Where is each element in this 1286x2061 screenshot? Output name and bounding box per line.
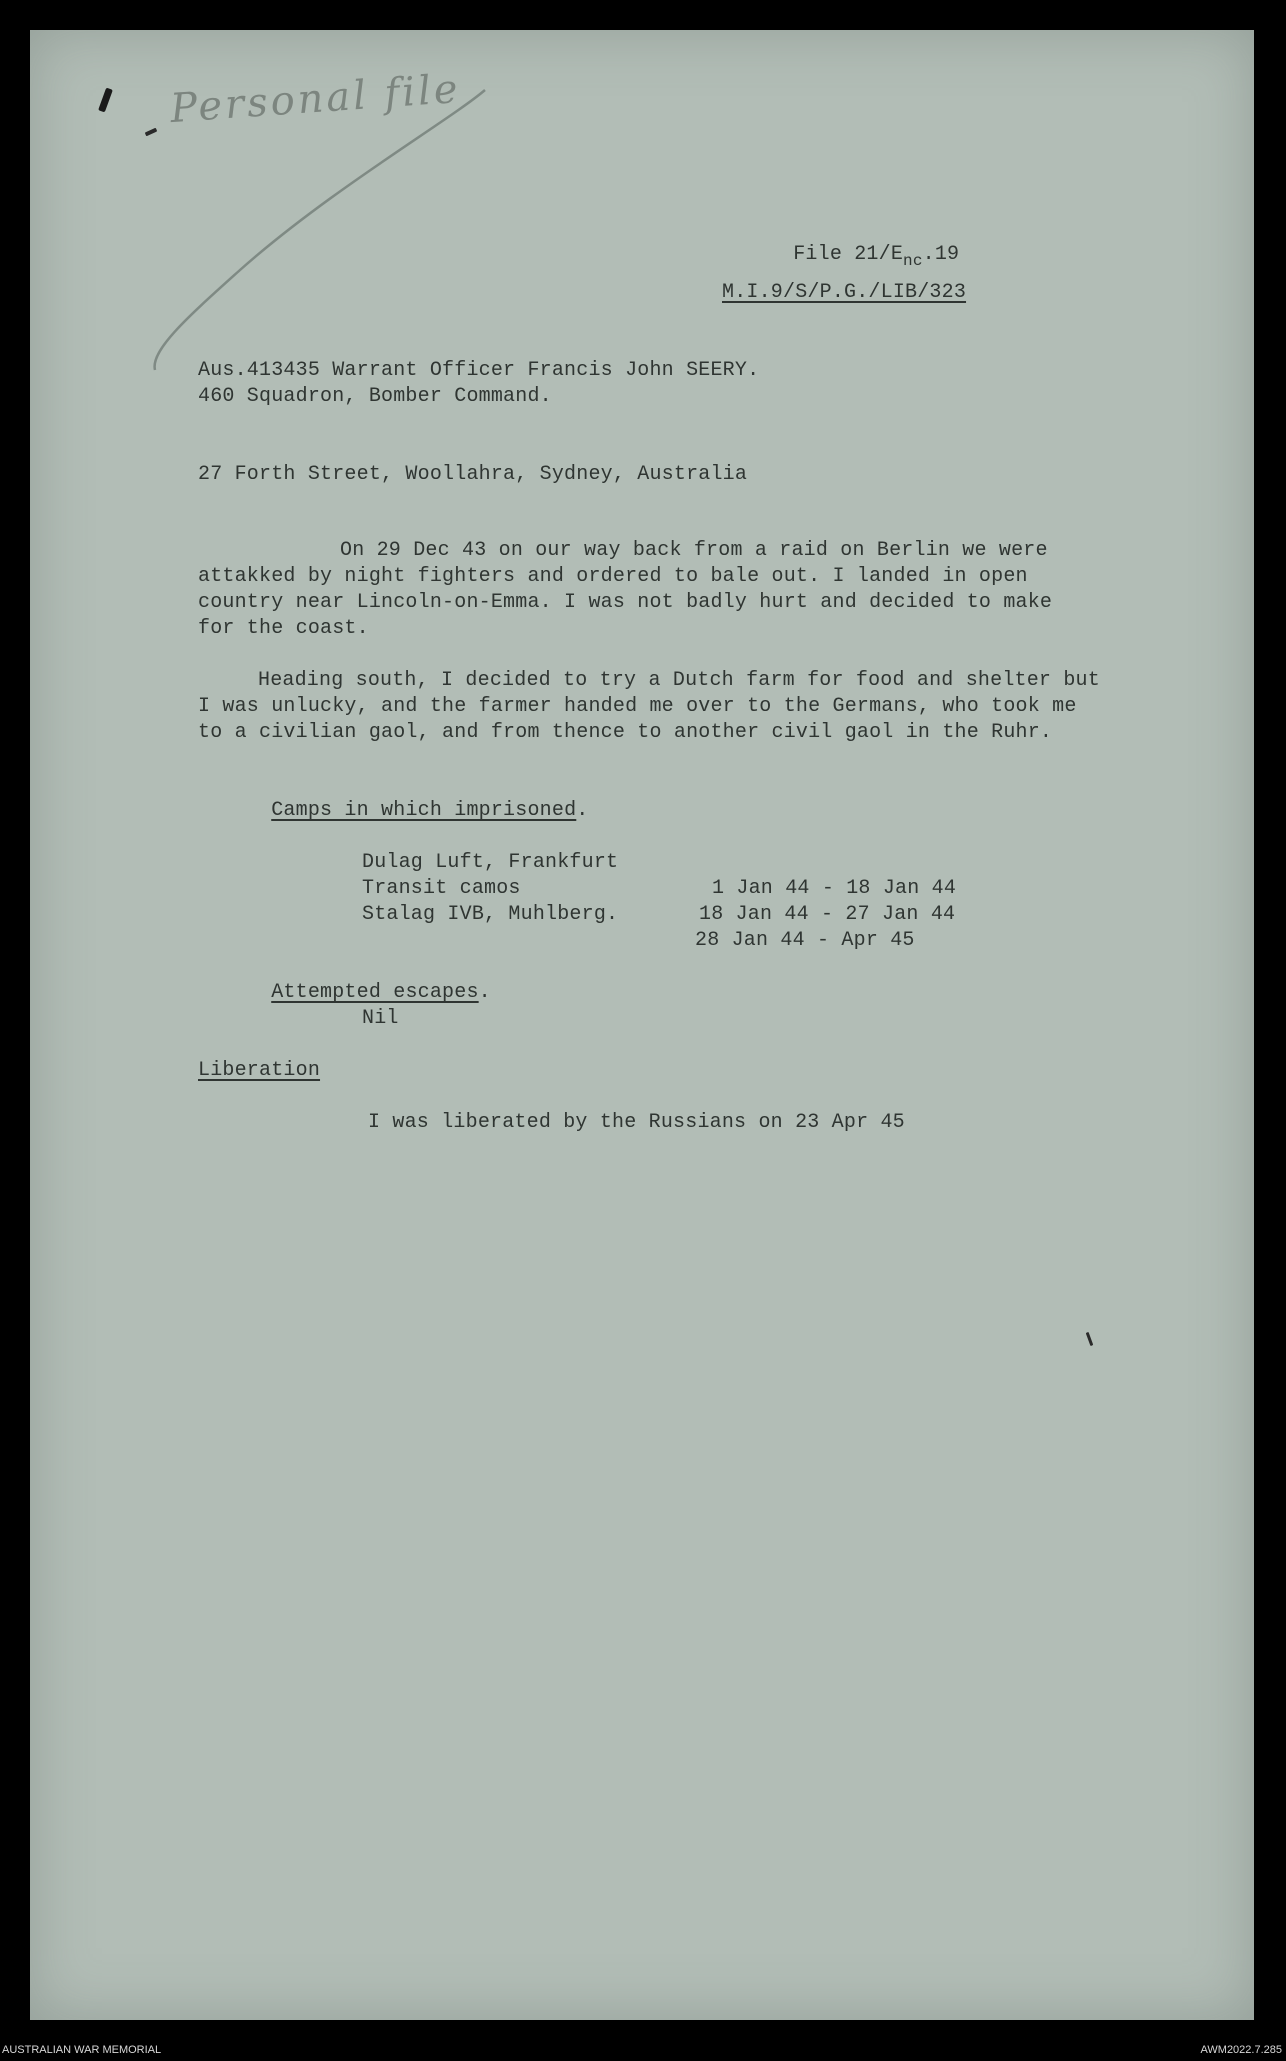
escapes-heading [198,954,491,1032]
liberation-heading: Liberation [198,1059,321,1082]
footer-accession-number: AWM2022.7.285 [1200,2044,1282,2056]
camp-dates: 18 Jan 44 - 27 Jan 44 [699,903,956,926]
escapes-value: Nil [362,1007,399,1030]
paragraph-1-line: country near Lincoln-on-Emma. I was not badly hurt and decided to make [198,591,1053,614]
camp-place: Stalag IVB, Muhlberg. [362,903,619,926]
subject-line-1: Aus.413435 Warrant Officer Francis John SEERY. [198,359,760,382]
file-reference-suffix: .19 [922,243,960,266]
camp-place: Transit camos [362,877,521,900]
camp-dates: 1 Jan 44 - 18 Jan 44 [712,877,957,900]
escapes-heading-punct: . [478,981,491,1004]
subject-line-2: 460 Squadron, Bomber Command. [198,385,552,408]
handwritten-note: Personal file [168,65,462,133]
mi9-reference: M.I.9/S/P.G./LIB/323 [722,281,967,304]
file-reference-sub: nc [903,252,923,270]
liberation-text: I was liberated by the Russians on 23 Apr 45 [368,1111,905,1134]
document-page [30,30,1254,2020]
file-reference-prefix: File 21/E [793,243,904,266]
camp-dates: 28 Jan 44 - Apr 45 [695,929,915,952]
camp-place: Dulag Luft, Frankfurt [362,851,619,874]
paragraph-2-line: Heading south, I decided to try a Dutch farm for food and shelter but [258,669,1100,692]
paper-blemish [1086,1332,1094,1346]
paragraph-1-line: attakked by night fighters and ordered to bale out. I landed in open [198,565,1028,588]
camps-heading-text: Camps in which imprisoned [271,799,577,822]
paragraph-2-line: I was unlucky, and the farmer handed me over to the Germans, who took me [198,695,1077,718]
address: 27 Forth Street, Woollahra, Sydney, Australia [198,463,748,486]
camps-heading-punct: . [576,799,589,822]
paragraph-2-line: to a civilian gaol, and from thence to another civil gaol in the Ruhr. [198,721,1053,744]
paragraph-1-line: for the coast. [198,617,369,640]
paragraph-1-line: On 29 Dec 43 on our way back from a raid on Berlin we were [340,539,1048,562]
footer-credit: AUSTRALIAN WAR MEMORIAL [2,2044,162,2056]
escapes-heading-text: Attempted escapes [271,981,479,1004]
